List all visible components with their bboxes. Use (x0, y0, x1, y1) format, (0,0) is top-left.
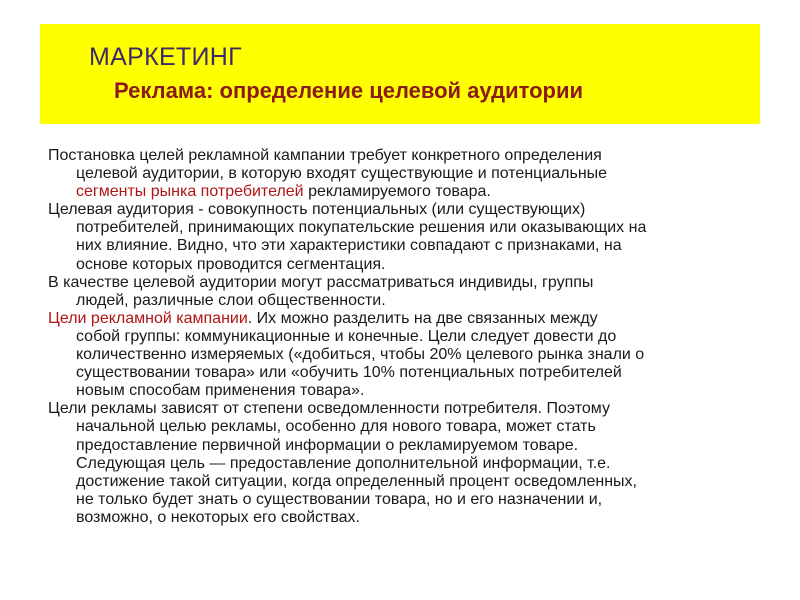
text-line: новым способам применения товара». (76, 382, 365, 400)
text-line: них влияние. Видно, что эти характеристики совпадают с признаками, на (76, 237, 622, 255)
subject-heading: МАРКЕТИНГ (89, 43, 242, 71)
text-line: В качестве целевой аудитории могут рассматриваться индивиды, группы (48, 273, 594, 291)
paragraph-campaign-goals (48, 147, 768, 201)
text-line: потребителей, принимающих покупательские решения или оказывающих на (76, 219, 647, 237)
paragraph-audience-groups (48, 274, 768, 310)
paragraph-advertising-goals (48, 400, 768, 527)
paragraph-target-audience (48, 201, 768, 273)
slide-title: Реклама: определение целевой аудитории (114, 78, 584, 103)
text-line: не только будет знать о существовании товара, но и его назначении и, (76, 490, 603, 508)
text-fragment: рекламируемого товара. (303, 183, 491, 201)
text-line (76, 183, 491, 200)
text-line: возможно, о некоторых его свойствах. (76, 508, 360, 526)
text-line: Постановка целей рекламной кампании требует конкретного определения (48, 147, 602, 164)
title-banner (40, 24, 760, 124)
text-line: целевой аудитории, в которую входят существующие и потенциальные (76, 165, 608, 183)
text-line: количественно измеряемых («добиться, чтобы 20% целевого рынка знали о (76, 346, 645, 364)
highlight-campaign-goals: Цели рекламной кампании (48, 309, 248, 327)
text-line: собой группы: коммуникационные и конечные. Цели следует довести до (76, 327, 617, 345)
text-line: людей, различные слои общественности. (76, 291, 386, 309)
text-line: основе которых проводится сегментация. (76, 255, 386, 273)
paragraph-campaign-objectives (48, 310, 768, 400)
text-line (48, 310, 598, 327)
text-line: Целевая аудитория - совокупность потенциальных (или существующих) (48, 201, 586, 219)
text-line: существовании товара» или «обучить 10% потенциальных потребителей (76, 364, 622, 382)
text-line: Цели рекламы зависят от степени осведомленности потребителя. Поэтому (48, 400, 610, 418)
text-line: предоставление первичной информации о рекламируемом товаре. (76, 436, 579, 454)
text-line: начальной целью рекламы, особенно для нового товара, может стать (76, 418, 596, 436)
highlight-market-segments: сегменты рынка потребителей (76, 183, 304, 201)
text-line: достижение такой ситуации, когда определенный процент осведомленных, (76, 472, 637, 490)
text-fragment: . Их можно разделить на две связанных между (247, 309, 598, 327)
text-line: Следующая цель — предоставление дополнительной информации, т.е. (76, 454, 611, 472)
slide-body (48, 147, 768, 527)
